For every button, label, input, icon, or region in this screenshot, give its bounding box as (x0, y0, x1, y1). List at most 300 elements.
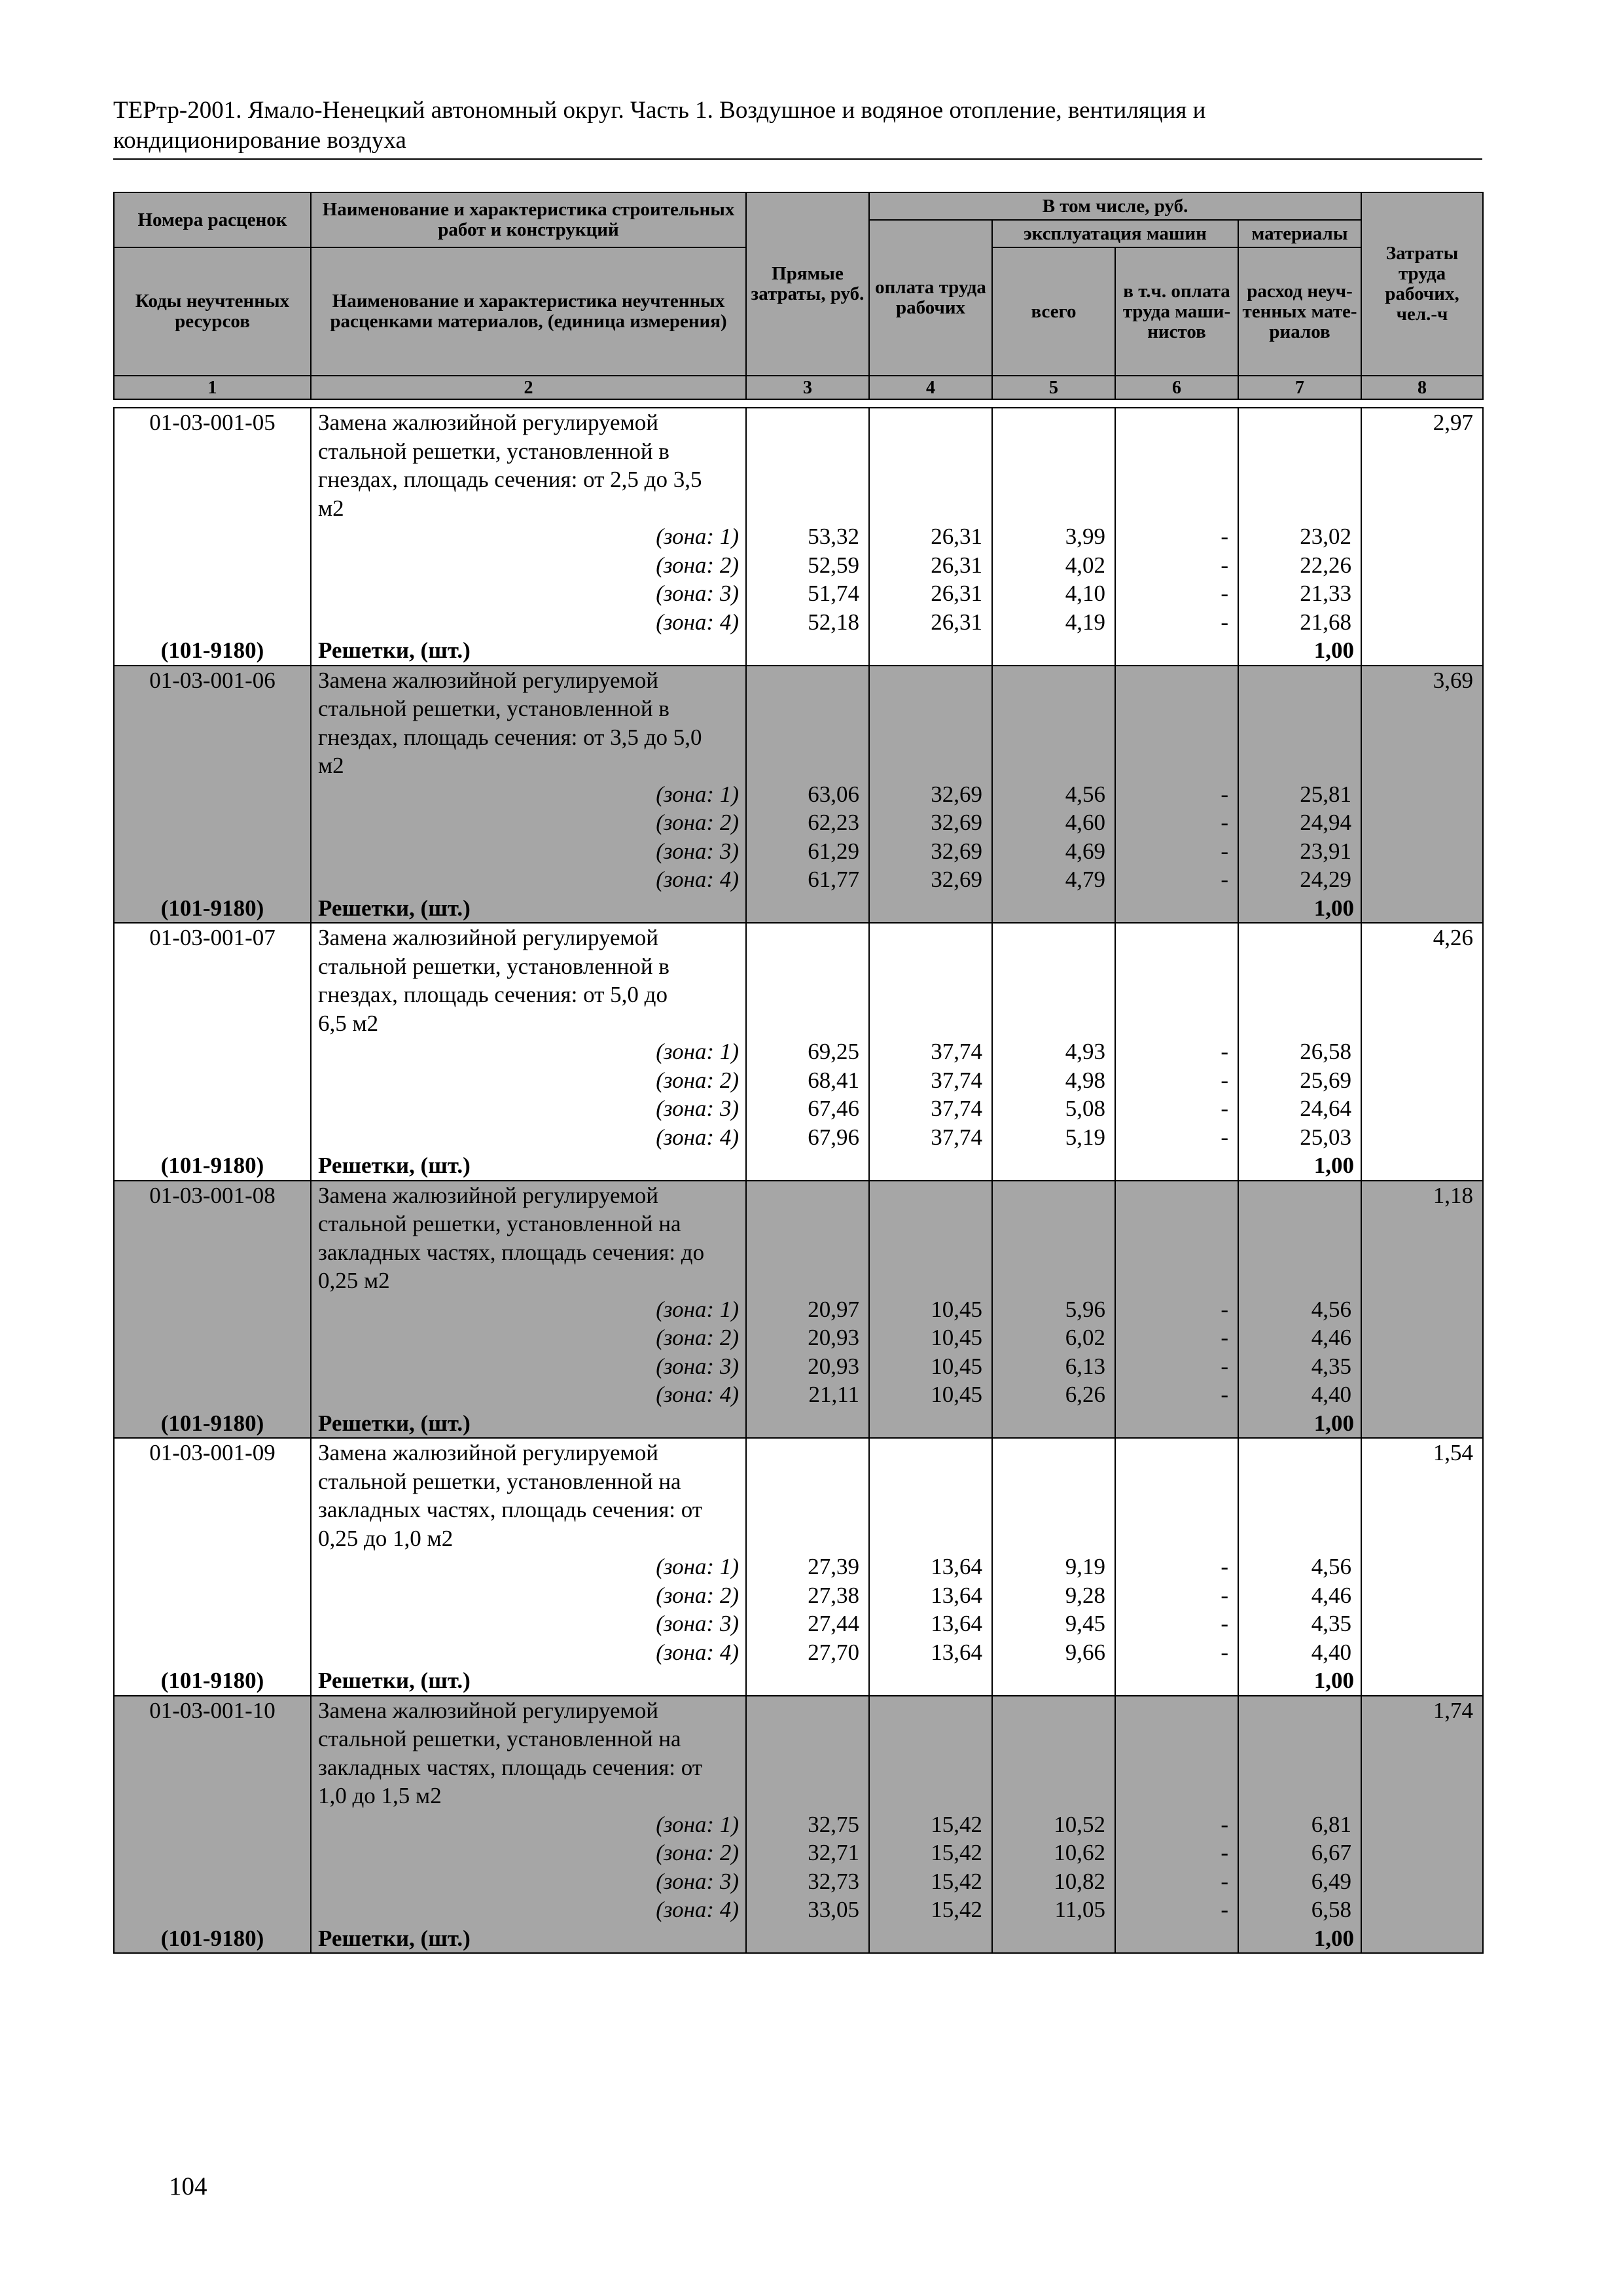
empty-cell (1115, 1666, 1238, 1696)
empty-cell (1115, 437, 1238, 466)
machine-total: 4,93 (992, 1037, 1115, 1066)
resource-code: (101-9180) (114, 636, 311, 666)
empty-cell (1361, 1295, 1483, 1324)
empty-cell (869, 1696, 992, 1725)
machine-total: 5,96 (992, 1295, 1115, 1324)
machine-operators-pay: - (1115, 808, 1238, 837)
rate-code (114, 1496, 311, 1524)
empty-cell (869, 751, 992, 780)
empty-cell (1361, 551, 1483, 580)
empty-cell (114, 1380, 311, 1409)
empty-cell (114, 1352, 311, 1381)
empty-cell (746, 1210, 869, 1238)
materials: 26,58 (1238, 1037, 1361, 1066)
rate-code (114, 494, 311, 523)
labor-pay: 26,31 (869, 579, 992, 608)
empty-cell (1361, 865, 1483, 894)
zone-label: (зона: 2) (311, 1323, 746, 1352)
zone-label: (зона: 1) (311, 780, 746, 809)
col-number: 6 (1115, 376, 1238, 399)
labor-pay: 15,42 (869, 1867, 992, 1896)
zone-label: (зона: 3) (311, 837, 746, 866)
direct-costs: 20,97 (746, 1295, 869, 1324)
zone-row (114, 1638, 1483, 1667)
machine-operators-pay: - (1115, 1810, 1238, 1839)
labor-pay: 26,31 (869, 522, 992, 551)
machine-operators-pay: - (1115, 1581, 1238, 1610)
col-number: 2 (311, 376, 746, 399)
resource-name: Решетки, (шт.) (311, 1151, 746, 1181)
header-material-name: Наименование и характеристика неучтенных расценками материалов, (единица измерения) (311, 247, 746, 376)
empty-cell (114, 1867, 311, 1896)
labor-pay: 13,64 (869, 1552, 992, 1581)
materials: 25,03 (1238, 1123, 1361, 1152)
zone-row (114, 1352, 1483, 1381)
rate-description: гнездах, площадь сечения: от 5,0 до (311, 980, 746, 1009)
empty-cell (869, 1009, 992, 1038)
rate-desc-row (114, 723, 1483, 752)
machine-total: 4,02 (992, 551, 1115, 580)
rate-desc-row (114, 1266, 1483, 1295)
machine-operators-pay: - (1115, 1895, 1238, 1924)
empty-cell (992, 1151, 1115, 1181)
col-number: 7 (1238, 376, 1361, 399)
empty-cell (1238, 1238, 1361, 1267)
labor-pay: 15,42 (869, 1895, 992, 1924)
empty-cell (114, 1123, 311, 1152)
empty-cell (1115, 1725, 1238, 1753)
empty-cell (992, 723, 1115, 752)
direct-costs: 27,38 (746, 1581, 869, 1610)
rate-description: закладных частях, площадь сечения: до (311, 1238, 746, 1267)
rate-code (114, 980, 311, 1009)
empty-cell (114, 1066, 311, 1095)
zone-label: (зона: 4) (311, 1638, 746, 1667)
machine-operators-pay: - (1115, 837, 1238, 866)
rate-code (114, 1524, 311, 1553)
direct-costs: 33,05 (746, 1895, 869, 1924)
zone-label: (зона: 4) (311, 608, 746, 637)
direct-costs: 68,41 (746, 1066, 869, 1095)
labor-pay: 10,45 (869, 1295, 992, 1324)
header-resource-codes: Коды неучтенных ресурсов (114, 247, 311, 376)
empty-cell (992, 923, 1115, 952)
empty-cell (1361, 1352, 1483, 1381)
rate-desc-row (114, 1524, 1483, 1553)
resource-code: (101-9180) (114, 1924, 311, 1954)
empty-cell (869, 980, 992, 1009)
rate-description: 1,0 до 1,5 м2 (311, 1782, 746, 1810)
empty-cell (869, 894, 992, 924)
rate-description: 6,5 м2 (311, 1009, 746, 1038)
empty-cell (746, 666, 869, 695)
empty-cell (869, 465, 992, 494)
rate-desc-row (114, 751, 1483, 780)
header-rate-numbers: Номера расценок (114, 192, 311, 247)
empty-cell (1361, 1895, 1483, 1924)
empty-cell (992, 636, 1115, 666)
machine-total: 4,56 (992, 780, 1115, 809)
resource-name: Решетки, (шт.) (311, 1924, 746, 1954)
machine-operators-pay: - (1115, 1839, 1238, 1867)
rate-description: закладных частях, площадь сечения: от (311, 1753, 746, 1782)
machine-operators-pay: - (1115, 1323, 1238, 1352)
empty-cell (746, 437, 869, 466)
rate-description: гнездах, площадь сечения: от 2,5 до 3,5 (311, 465, 746, 494)
machine-operators-pay: - (1115, 1867, 1238, 1896)
rate-desc-row (114, 1210, 1483, 1238)
empty-cell (869, 1496, 992, 1524)
zone-label: (зона: 2) (311, 1066, 746, 1095)
zone-row (114, 865, 1483, 894)
rate-desc-row (114, 980, 1483, 1009)
empty-cell (1115, 408, 1238, 437)
empty-cell (992, 1666, 1115, 1696)
materials: 21,33 (1238, 579, 1361, 608)
empty-cell (869, 408, 992, 437)
header-materials: материалы (1238, 220, 1361, 247)
zone-row (114, 579, 1483, 608)
page-number: 104 (169, 2172, 207, 2200)
empty-cell (1238, 1725, 1361, 1753)
resource-code: (101-9180) (114, 1409, 311, 1439)
machine-operators-pay: - (1115, 1638, 1238, 1667)
rate-description: стальной решетки, установленной на (311, 1467, 746, 1496)
empty-cell (746, 723, 869, 752)
resource-name: Решетки, (шт.) (311, 1409, 746, 1439)
empty-cell (992, 1438, 1115, 1467)
materials: 23,02 (1238, 522, 1361, 551)
zone-label: (зона: 2) (311, 1581, 746, 1610)
machine-total: 4,79 (992, 865, 1115, 894)
rate-description: 0,25 до 1,0 м2 (311, 1524, 746, 1553)
empty-cell (1238, 1696, 1361, 1725)
empty-cell (992, 1009, 1115, 1038)
empty-cell (1238, 1181, 1361, 1210)
rate-code (114, 1266, 311, 1295)
labor-costs (1361, 437, 1483, 466)
empty-cell (992, 751, 1115, 780)
machine-total: 6,02 (992, 1323, 1115, 1352)
empty-cell (746, 1725, 869, 1753)
zone-row (114, 1295, 1483, 1324)
zone-row (114, 1094, 1483, 1123)
resource-name: Решетки, (шт.) (311, 636, 746, 666)
empty-cell (869, 437, 992, 466)
empty-cell (869, 952, 992, 981)
empty-cell (869, 636, 992, 666)
materials: 4,35 (1238, 1609, 1361, 1638)
empty-cell (1238, 1438, 1361, 1467)
rate-title-row (114, 1696, 1483, 1725)
empty-cell (992, 666, 1115, 695)
direct-costs: 67,96 (746, 1123, 869, 1152)
zone-label: (зона: 1) (311, 1295, 746, 1324)
empty-cell (746, 694, 869, 723)
empty-cell (869, 1924, 992, 1954)
empty-cell (869, 1210, 992, 1238)
empty-cell (1115, 666, 1238, 695)
rate-desc-row (114, 1467, 1483, 1496)
empty-cell (1238, 1496, 1361, 1524)
machine-total: 4,69 (992, 837, 1115, 866)
empty-cell (1361, 1867, 1483, 1896)
labor-costs (1361, 980, 1483, 1009)
empty-cell (869, 1238, 992, 1267)
empty-cell (992, 980, 1115, 1009)
empty-cell (114, 780, 311, 809)
machine-operators-pay: - (1115, 1066, 1238, 1095)
machine-total: 4,60 (992, 808, 1115, 837)
empty-cell (1361, 1581, 1483, 1610)
resource-code: (101-9180) (114, 1151, 311, 1181)
direct-costs: 21,11 (746, 1380, 869, 1409)
empty-cell (1115, 494, 1238, 523)
empty-cell (1115, 636, 1238, 666)
materials: 4,56 (1238, 1552, 1361, 1581)
empty-cell (114, 579, 311, 608)
labor-costs (1361, 1725, 1483, 1753)
labor-costs (1361, 1782, 1483, 1810)
materials: 23,91 (1238, 837, 1361, 866)
empty-cell (1238, 694, 1361, 723)
rate-description: стальной решетки, установленной в (311, 694, 746, 723)
machine-operators-pay: - (1115, 1352, 1238, 1381)
empty-cell (869, 1666, 992, 1696)
zone-label: (зона: 1) (311, 1037, 746, 1066)
machine-operators-pay: - (1115, 579, 1238, 608)
machine-total: 6,13 (992, 1352, 1115, 1381)
machine-total: 11,05 (992, 1895, 1115, 1924)
empty-cell (992, 1524, 1115, 1553)
empty-cell (1361, 1151, 1483, 1181)
direct-costs: 69,25 (746, 1037, 869, 1066)
machine-total: 10,62 (992, 1839, 1115, 1867)
zone-row (114, 1609, 1483, 1638)
labor-pay: 15,42 (869, 1810, 992, 1839)
zone-row (114, 608, 1483, 637)
rate-code: 01-03-001-10 (114, 1696, 311, 1725)
rate-description: закладных частях, площадь сечения: от (311, 1496, 746, 1524)
header-labor-pay: оплата труда рабочих (869, 220, 992, 376)
rate-description: Замена жалюзийной регулируемой (311, 1438, 746, 1467)
empty-cell (992, 694, 1115, 723)
zone-label: (зона: 1) (311, 1810, 746, 1839)
page-title-line1: ТЕРтр-2001. Ямало-Ненецкий автономный округ. Часть 1. Воздушное и водяное отопление, вентиляция и (113, 97, 1206, 124)
empty-cell (1361, 1066, 1483, 1095)
empty-cell (869, 1409, 992, 1439)
labor-costs (1361, 1753, 1483, 1782)
materials: 4,40 (1238, 1380, 1361, 1409)
machine-total: 5,08 (992, 1094, 1115, 1123)
empty-cell (1361, 1123, 1483, 1152)
empty-cell (746, 1467, 869, 1496)
materials: 21,68 (1238, 608, 1361, 637)
header-machine-operation: эксплуатация машин (992, 220, 1238, 247)
empty-cell (1115, 465, 1238, 494)
empty-cell (1115, 1238, 1238, 1267)
resource-name: Решетки, (шт.) (311, 894, 746, 924)
zone-row (114, 1867, 1483, 1896)
empty-cell (1115, 1467, 1238, 1496)
rate-code (114, 1782, 311, 1810)
machine-total: 4,98 (992, 1066, 1115, 1095)
machine-total: 6,26 (992, 1380, 1115, 1409)
rate-desc-row (114, 465, 1483, 494)
col-number: 5 (992, 376, 1115, 399)
empty-cell (1361, 1323, 1483, 1352)
direct-costs: 51,74 (746, 579, 869, 608)
zone-row (114, 551, 1483, 580)
title-divider (113, 158, 1482, 160)
labor-costs (1361, 1210, 1483, 1238)
direct-costs: 52,59 (746, 551, 869, 580)
empty-cell (1361, 1609, 1483, 1638)
rate-desc-row (114, 1009, 1483, 1038)
empty-cell (114, 1810, 311, 1839)
labor-pay: 32,69 (869, 780, 992, 809)
rate-title-row (114, 408, 1483, 437)
empty-cell (1115, 1782, 1238, 1810)
empty-cell (869, 923, 992, 952)
empty-cell (114, 837, 311, 866)
machine-total: 5,19 (992, 1123, 1115, 1152)
empty-cell (114, 1037, 311, 1066)
materials: 6,67 (1238, 1839, 1361, 1867)
resource-quantity: 1,00 (1238, 894, 1361, 924)
zone-row (114, 1323, 1483, 1352)
labor-pay: 32,69 (869, 808, 992, 837)
labor-pay: 26,31 (869, 551, 992, 580)
labor-pay: 37,74 (869, 1094, 992, 1123)
empty-cell (114, 551, 311, 580)
rate-title-row (114, 666, 1483, 695)
labor-costs (1361, 751, 1483, 780)
empty-cell (1115, 1924, 1238, 1954)
empty-cell (114, 1552, 311, 1581)
empty-cell (1361, 837, 1483, 866)
direct-costs: 27,44 (746, 1609, 869, 1638)
machine-operators-pay: - (1115, 608, 1238, 637)
labor-costs (1361, 1266, 1483, 1295)
empty-cell (1361, 1839, 1483, 1867)
empty-cell (1238, 1210, 1361, 1238)
empty-cell (1115, 1210, 1238, 1238)
empty-cell (992, 1238, 1115, 1267)
empty-cell (1115, 952, 1238, 981)
zone-label: (зона: 1) (311, 1552, 746, 1581)
empty-cell (992, 408, 1115, 437)
empty-cell (746, 1924, 869, 1954)
empty-cell (1238, 494, 1361, 523)
zone-row (114, 522, 1483, 551)
machine-operators-pay: - (1115, 780, 1238, 809)
machine-operators-pay: - (1115, 1123, 1238, 1152)
labor-costs (1361, 1496, 1483, 1524)
empty-cell (114, 1094, 311, 1123)
rate-description: гнездах, площадь сечения: от 3,5 до 5,0 (311, 723, 746, 752)
materials: 24,64 (1238, 1094, 1361, 1123)
rate-description: стальной решетки, установленной на (311, 1725, 746, 1753)
empty-cell (746, 1009, 869, 1038)
empty-cell (1361, 1409, 1483, 1439)
empty-cell (1115, 1409, 1238, 1439)
empty-cell (1361, 579, 1483, 608)
labor-costs: 3,69 (1361, 666, 1483, 695)
resource-quantity: 1,00 (1238, 1151, 1361, 1181)
empty-cell (1238, 923, 1361, 952)
direct-costs: 63,06 (746, 780, 869, 809)
rate-code (114, 952, 311, 981)
rate-desc-row (114, 1238, 1483, 1267)
materials: 6,58 (1238, 1895, 1361, 1924)
zone-label: (зона: 4) (311, 1380, 746, 1409)
labor-pay: 13,64 (869, 1609, 992, 1638)
rate-description: стальной решетки, установленной в (311, 952, 746, 981)
direct-costs: 27,70 (746, 1638, 869, 1667)
materials: 4,46 (1238, 1581, 1361, 1610)
direct-costs: 61,77 (746, 865, 869, 894)
empty-cell (1361, 522, 1483, 551)
rate-description: Замена жалюзийной регулируемой (311, 666, 746, 695)
direct-costs: 32,75 (746, 1810, 869, 1839)
empty-cell (114, 1895, 311, 1924)
rate-code (114, 723, 311, 752)
labor-pay: 37,74 (869, 1123, 992, 1152)
labor-costs: 1,18 (1361, 1181, 1483, 1210)
empty-cell (992, 1181, 1115, 1210)
machine-total: 9,19 (992, 1552, 1115, 1581)
empty-cell (992, 1782, 1115, 1810)
empty-cell (746, 1782, 869, 1810)
labor-costs: 1,74 (1361, 1696, 1483, 1725)
rate-description: стальной решетки, установленной в (311, 437, 746, 466)
direct-costs: 20,93 (746, 1352, 869, 1381)
empty-cell (1361, 1094, 1483, 1123)
direct-costs: 67,46 (746, 1094, 869, 1123)
direct-costs: 32,71 (746, 1839, 869, 1867)
zone-label: (зона: 3) (311, 1352, 746, 1381)
empty-cell (746, 923, 869, 952)
empty-cell (1238, 666, 1361, 695)
empty-cell (869, 694, 992, 723)
materials: 6,81 (1238, 1810, 1361, 1839)
labor-costs (1361, 1467, 1483, 1496)
col-number: 3 (746, 376, 869, 399)
col-number: 1 (114, 376, 311, 399)
header-including: В том числе, руб. (869, 192, 1361, 220)
table-header (113, 192, 1484, 400)
labor-pay: 32,69 (869, 865, 992, 894)
rate-code: 01-03-001-09 (114, 1438, 311, 1467)
rate-code (114, 1009, 311, 1038)
empty-cell (1238, 1782, 1361, 1810)
labor-pay: 10,45 (869, 1352, 992, 1381)
resource-name: Решетки, (шт.) (311, 1666, 746, 1696)
resource-quantity: 1,00 (1238, 636, 1361, 666)
materials: 25,81 (1238, 780, 1361, 809)
machine-total: 4,10 (992, 579, 1115, 608)
empty-cell (1361, 894, 1483, 924)
empty-cell (1361, 1924, 1483, 1954)
empty-cell (746, 1438, 869, 1467)
rate-code (114, 1210, 311, 1238)
rate-code: 01-03-001-05 (114, 408, 311, 437)
zone-label: (зона: 4) (311, 1123, 746, 1152)
empty-cell (992, 1725, 1115, 1753)
empty-cell (114, 1295, 311, 1324)
empty-cell (1115, 1753, 1238, 1782)
